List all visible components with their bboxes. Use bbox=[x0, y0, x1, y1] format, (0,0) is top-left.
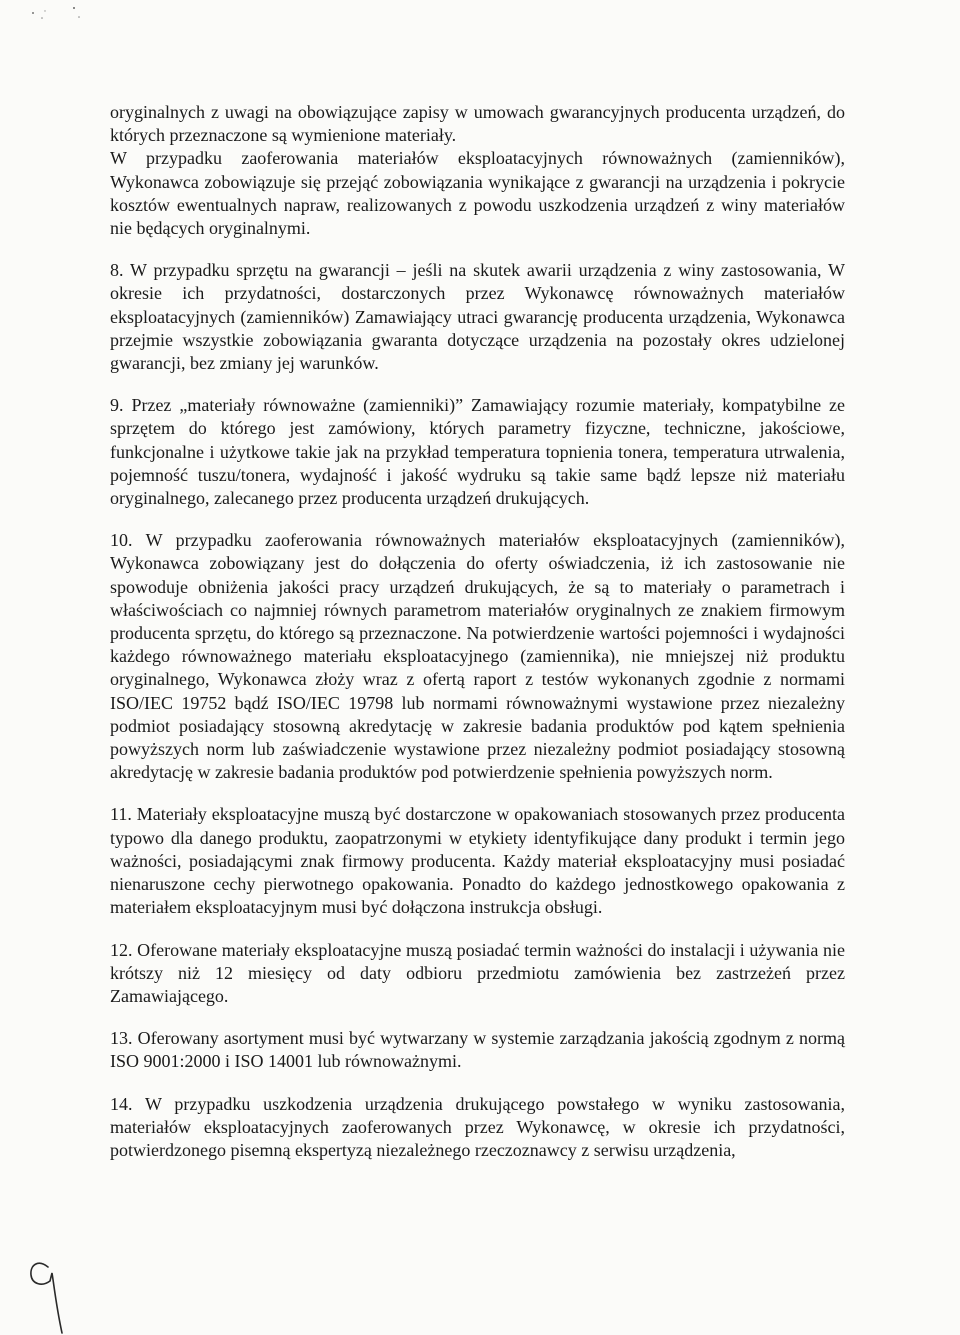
handwritten-page-number-mark bbox=[0, 1245, 90, 1335]
paragraph-text: oryginalnych z uwagi na obowiązujące zapisy w umowach gwarancyjnych producenta urządzeń, do których przeznaczone są wymienione materiały. bbox=[110, 102, 845, 146]
paragraph-8 bbox=[110, 259, 845, 375]
paragraph-10 bbox=[110, 529, 845, 784]
paragraph-text: W przypadku zaoferowania materiałów eksploatacyjnych równoważnych (zamienników), Wykonawca zobowiązuje się przejąć zobowiązania wynikające z gwarancji na urządzenia i pokrycie kosztów ewentualnych napraw, realizowanych z powodu uszkodzenia urządzeń z winy materiałów nie będących oryginalnymi. bbox=[110, 148, 845, 239]
paragraph-continuation bbox=[110, 101, 845, 147]
paragraph-text: Oferowane materiały eksploatacyjne muszą posiadać termin ważności do instalacji i używania nie krótszy niż 12 miesięcy od daty odbioru przedmiotu zamówienia bez zastrzeżeń przez Zamawiającego. bbox=[110, 939, 846, 1006]
paragraph-text: Materiały eksploatacyjne muszą być dostarczone w opakowaniach stosowanych przez producenta typowo dla danego produktu, zaopatrzonymi w etykiety identyfikujące dany produkt i termin jego ważności, posiadającymi znak firmowy producenta. Każdy materiał eksploatacyjny musi posiadać nienaruszone cechy pierwotnego opakowania. Ponadto do każdego jednostkowego opakowania z materiałem eksploatacyjnym musi być dołączona instrukcja obsługi. bbox=[110, 804, 846, 918]
paragraph-text: Oferowany asortyment musi być wytwarzany w systemie zarządzania jakością zgodnym z normą ISO 9001:2000 i ISO 14001 lub równoważnymi. bbox=[110, 1028, 845, 1072]
paragraph-12 bbox=[110, 939, 845, 1009]
paragraph-number: 9. bbox=[110, 395, 124, 416]
paragraph-text: W przypadku sprzętu na gwarancji – jeśli na skutek awarii urządzenia z winy zastosowania, W okresie ich przydatności, dostarczonych przez Wykonawcę równoważnych materiałów eksploatacyjnych (zamienników) Zamawiający utraci gwarancję producenta urządzenia, Wykonawca przejmie wszystkie zobowiązania gwaranta dotyczące urządzenia na pozostały okres udzielonej gwarancji, bez zmiany jej warunków. bbox=[110, 260, 845, 374]
paragraph-number: 8. bbox=[110, 260, 124, 281]
paragraph-number: 11. bbox=[110, 804, 132, 825]
paragraph-13 bbox=[110, 1027, 845, 1073]
paragraph-text: W przypadku uszkodzenia urządzenia drukującego powstałego w wyniku zastosowania, materiałów eksploatacyjnych zaoferowanych przez Wykonawcę, w okresie ich przydatności, potwierdzonego pisemną ekspertyzą niezależnego rzeczoznawcy z serwisu urządzenia, bbox=[110, 1093, 845, 1160]
paragraph-text: Przez „materiały równoważne (zamienniki)” Zamawiający rozumie materiały, kompatybilne ze sprzętem do którego jest zamówiony, których parametry fizyczne, techniczne, jakościowe, funkcjonalne i użytkowe takie jak na przykład temperatura topnienia tonera, temperatura utrwalenia, pojemność tuszu/tonera, wydajność i jakość wydruku są takie same bądź lepsze niż materiału oryginalnego, zalecanego przez producenta urządzeń drukujących. bbox=[110, 395, 846, 509]
paragraph-warranty-intro bbox=[110, 147, 845, 240]
paragraph-number: 14. bbox=[110, 1093, 133, 1114]
paragraph-11 bbox=[110, 803, 845, 919]
paragraph-number: 12. bbox=[110, 939, 133, 960]
paragraph-number: 13. bbox=[110, 1028, 133, 1049]
scan-specks bbox=[0, 0, 120, 30]
paragraph-9 bbox=[110, 394, 845, 510]
paragraph-14 bbox=[110, 1093, 845, 1163]
document-body bbox=[110, 101, 845, 1162]
paragraph-number: 10. bbox=[110, 530, 133, 551]
paragraph-text: W przypadku zaoferowania równoważnych materiałów eksploatacyjnych (zamienników), Wykonawca zobowiązany jest do dołączenia do oferty oświadczenia, iż ich zastosowanie nie spowoduje obniżenia jakości pracy urządzeń drukujących, że są to materiały o parametrach i właściwościach co najmniej równych parametrom materiałów oryginalnych ze znakiem firmowym producenta sprzętu, do którego są przeznaczone. Na potwierdzenie wartości pojemności i wydajności każdego równoważnego materiału eksploatacyjnego (zamiennika), nie mniejszej niż produktu oryginalnego, Wykonawca złoży wraz z ofertą raport z testów wykonanych zgodnie z normami ISO/IEC 19752 bądź ISO/IEC 19798 lub normami równoważnymi wystawione przez niezależny podmiot posiadający stosowną akredytację w zakresie badania produktów pod kątem spełnienia powyższych norm lub zaświadczenie wystawione przez niezależny podmiot posiadający stosowną akredytację w zakresie badania produktów pod potwierdzenie spełnienia powyższych norm. bbox=[110, 530, 845, 783]
